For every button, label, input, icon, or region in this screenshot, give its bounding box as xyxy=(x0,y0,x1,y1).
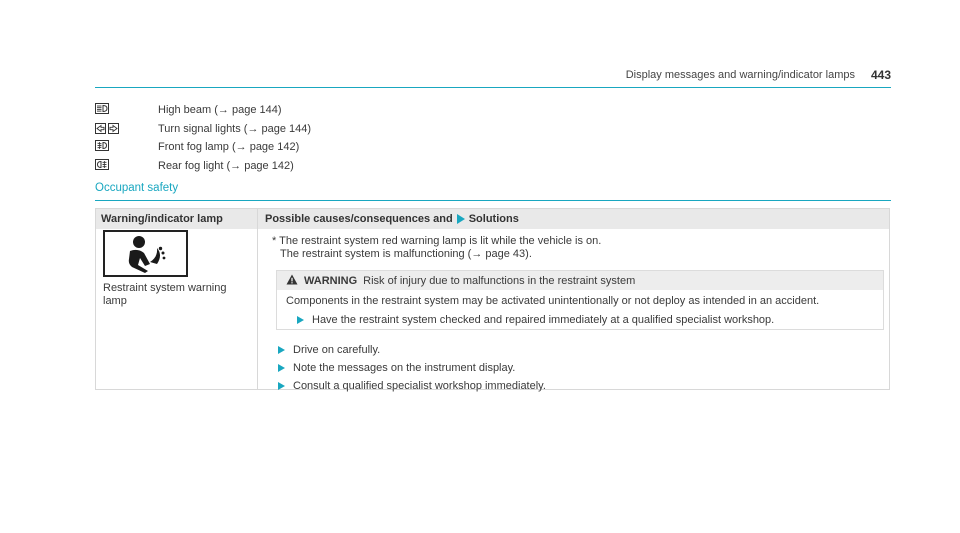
solution-step-text: Consult a qualified specialist workshop immediately. xyxy=(293,380,546,392)
column-header-causes-text: Possible causes/consequences and xyxy=(265,213,453,225)
solution-step-text: Note the messages on the instrument display. xyxy=(293,362,516,374)
high-beam-icon xyxy=(95,103,109,117)
lamp-label-line: Restraint system warning xyxy=(103,282,227,294)
solution-step-text: Drive on carefully. xyxy=(293,344,381,356)
table-header xyxy=(96,209,889,229)
indicator-list xyxy=(95,101,311,175)
warning-title: Risk of injury due to malfunctions in the restraint system xyxy=(363,274,636,287)
lamp-label-line: lamp xyxy=(103,295,127,307)
solution-step xyxy=(276,341,546,359)
warning-bullet xyxy=(297,314,774,326)
bullet-arrow-icon xyxy=(297,316,304,324)
rear-fog-light-icon xyxy=(95,159,109,173)
chapter-title: Display messages and warning/indicator lamps xyxy=(625,69,855,81)
column-divider xyxy=(257,209,258,389)
turn-right-icon xyxy=(108,123,119,134)
lamp-label xyxy=(103,282,253,308)
solution-steps xyxy=(276,341,546,395)
warning-bullet-text: Have the restraint system checked and repaired immediately at a qualified specialist workshop. xyxy=(312,314,775,326)
warning-triangle-icon xyxy=(286,274,298,288)
indicator-text: Front fog lamp (→ page 142) xyxy=(158,141,300,154)
solution-step xyxy=(276,377,546,395)
indicator-text: Turn signal lights (→ page 144) xyxy=(158,122,312,135)
page-number: 443 xyxy=(870,68,891,82)
solutions-arrow-icon xyxy=(457,214,465,224)
indicator-row-turn-signal xyxy=(95,120,311,139)
page-header xyxy=(95,60,891,88)
warning-body: Components in the restraint system may be activated unintentionally or not deploy as intended in an accident. xyxy=(286,295,820,307)
column-header-solutions-text: Solutions xyxy=(468,213,519,225)
warning-header xyxy=(277,271,883,290)
cause-line: * The restraint system red warning lamp is lit while the vehicle is on. xyxy=(272,235,602,247)
bullet-arrow-icon xyxy=(278,364,285,372)
cause-text xyxy=(272,235,882,261)
indicator-row-rear-fog xyxy=(95,157,311,176)
front-fog-lamp-icon xyxy=(95,140,109,154)
column-header-lamp: Warning/indicator lamp xyxy=(101,213,223,225)
turn-signal-icon xyxy=(95,123,158,134)
indicator-text: Rear fog light (→ page 142) xyxy=(158,159,294,172)
section-title xyxy=(95,182,891,201)
indicator-row-front-fog xyxy=(95,138,311,157)
warning-lamp-table xyxy=(95,208,890,390)
warning-box xyxy=(276,270,884,330)
indicator-row-high-beam xyxy=(95,101,311,120)
turn-left-icon xyxy=(95,123,106,134)
bullet-arrow-icon xyxy=(278,382,285,390)
cause-line: The restraint system is malfunctioning (→ page 43). xyxy=(280,248,532,260)
indicator-text: High beam (→ page 144) xyxy=(158,104,282,117)
column-header-causes xyxy=(265,213,519,225)
airbag-warning-icon xyxy=(103,230,188,277)
section-title-text: Occupant safety xyxy=(95,182,179,194)
solution-step xyxy=(276,359,546,377)
bullet-arrow-icon xyxy=(278,346,285,354)
warning-label: WARNING xyxy=(304,274,358,287)
